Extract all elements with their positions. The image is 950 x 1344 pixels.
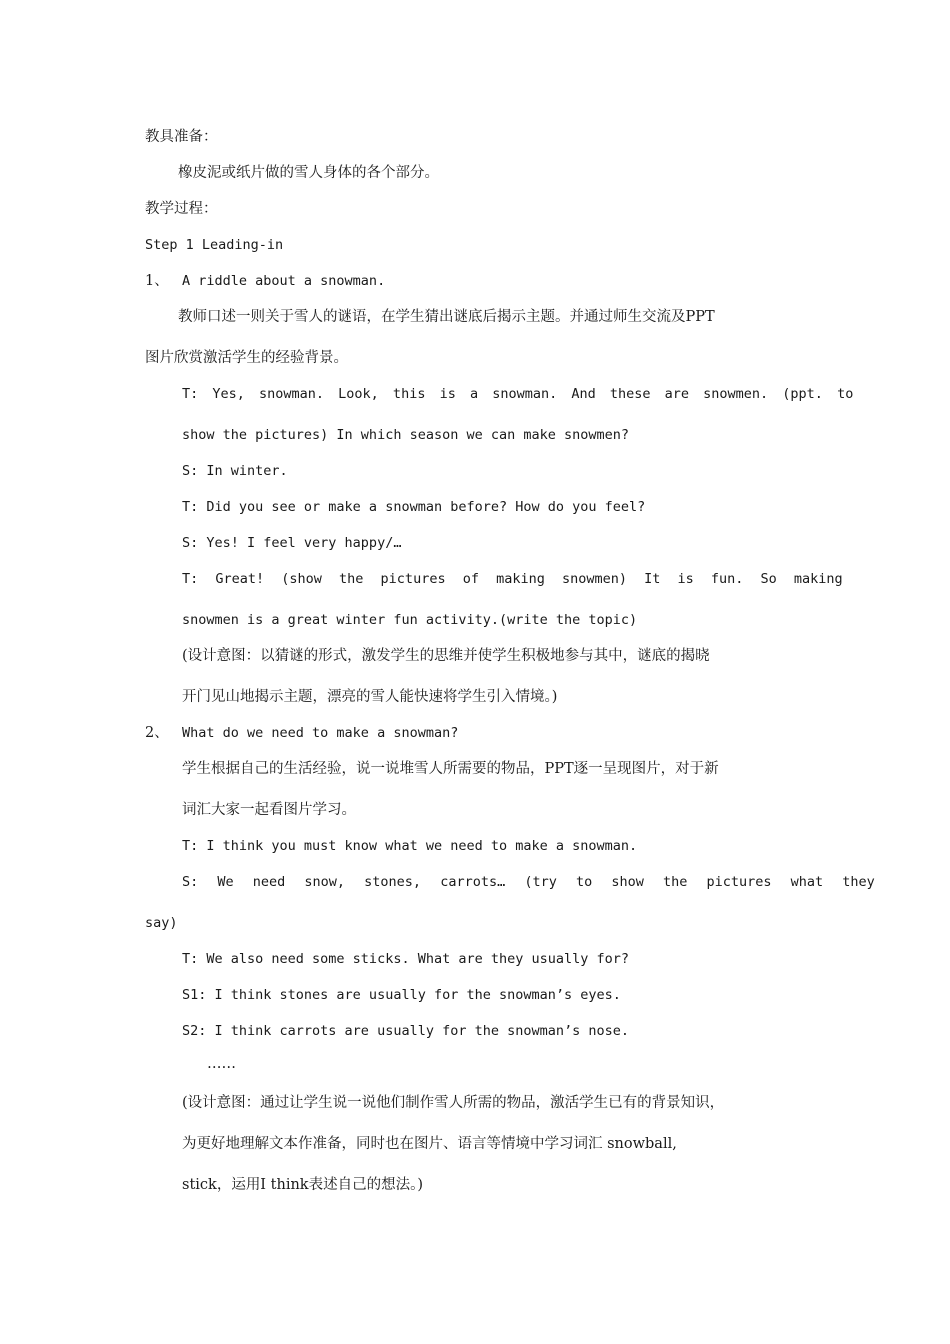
item1-dialogue-line: T: Did you see or make a snowman before? How do you feel? (182, 499, 646, 515)
item1-intent-line2: 开门见山地揭示主题，漂亮的雪人能快速将学生引入情境。) (182, 689, 558, 705)
item2-dialogue-line: say) (145, 915, 178, 931)
process-heading: 教学过程： (145, 201, 218, 217)
item2-number: 2、 (145, 725, 169, 741)
item2-intent-line1: (设计意图：通过让学生说一说他们制作雪人所需的物品，激活学生已有的背景知识， (182, 1095, 725, 1111)
item2-dialogue-line: T: We also need some sticks. What are they usually for? (182, 951, 630, 967)
item2-dialogue-line: S: We need snow, stones, carrots… (try to show the pictures what they (182, 874, 875, 890)
item2-intro-line1: 学生根据自己的生活经验，说一说堆雪人所需要的物品，PPT逐一呈现图片，对于新 (182, 761, 719, 777)
item2-intent-line2: 为更好地理解文本作准备，同时也在图片、语言等情境中学习词汇 snowball, (182, 1136, 677, 1152)
item2-dialogue-line: S1: I think stones are usually for the snowman’s eyes. (182, 987, 621, 1003)
item1-dialogue-line: S: In winter. (182, 463, 288, 479)
item2-intent-line3: stick，运用I think表述自己的想法。) (182, 1177, 423, 1193)
item1-number: 1、 (145, 273, 169, 289)
item1-dialogue-line: snowmen is a great winter fun activity.(write the topic) (182, 612, 638, 628)
item2-dialogue-line: T: I think you must know what we need to make a snowman. (182, 838, 638, 854)
item1-intent-line1: (设计意图：以猜谜的形式，激发学生的思维并使学生积极地参与其中，谜底的揭晓 (182, 648, 710, 664)
item1-dialogue-line: show the pictures) In which season we can make snowmen? (182, 427, 630, 443)
item1-dialogue-line: T: Yes, snowman. Look, this is a snowman. And these are snowmen. (ppt. to (182, 386, 854, 402)
item1-intro-line2: 图片欣赏激活学生的经验背景。 (145, 350, 348, 366)
item1-title: A riddle about a snowman. (182, 273, 386, 289)
item1-dialogue-line: S: Yes! I feel very happy/… (182, 535, 402, 551)
item2-dialogue-line: S2: I think carrots are usually for the snowman’s nose. (182, 1023, 630, 1039)
teaching-aids-body: 橡皮泥或纸片做的雪人身体的各个部分。 (178, 165, 439, 181)
item1-dialogue-line: T: Great! (show the pictures of making snowmen) It is fun. So making (182, 571, 843, 587)
step1-heading: Step 1 Leading-in (145, 237, 284, 253)
teaching-aids-heading: 教具准备： (145, 129, 218, 145)
item2-ellipsis: …… (207, 1056, 236, 1072)
item1-intro-line1: 教师口述一则关于雪人的谜语，在学生猜出谜底后揭示主题。并通过师生交流及PPT (178, 309, 715, 325)
item2-title: What do we need to make a snowman? (182, 725, 459, 741)
item2-intro-line2: 词汇大家一起看图片学习。 (182, 802, 356, 818)
